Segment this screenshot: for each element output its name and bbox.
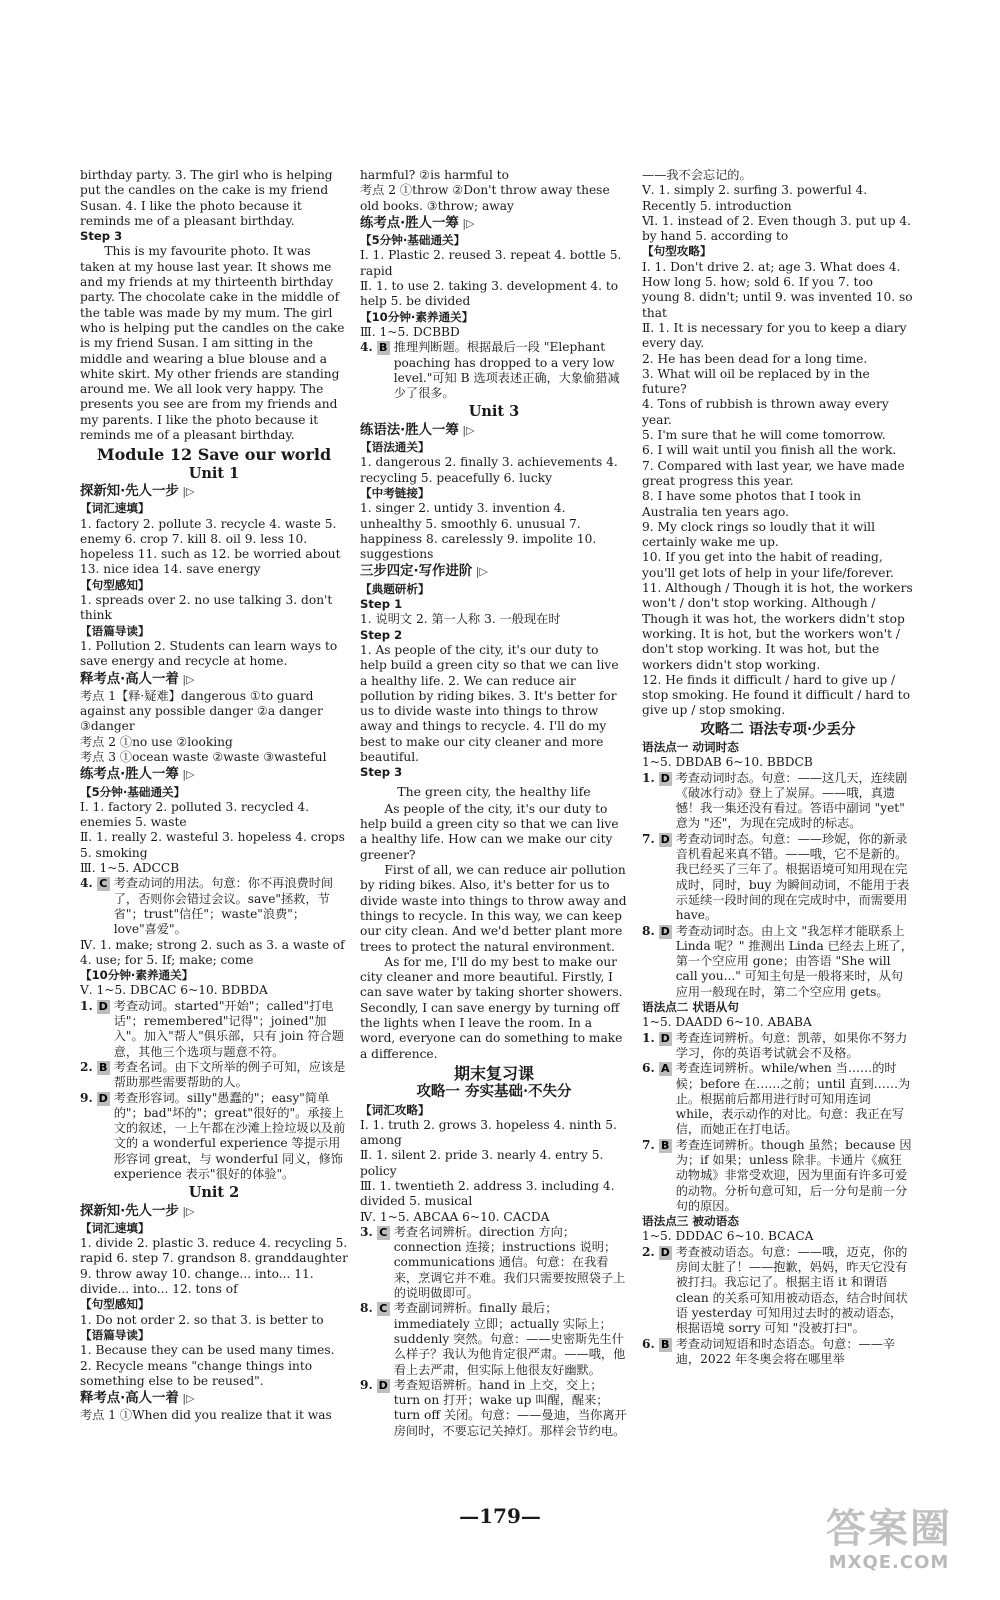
text-line: 4. Tons of rubbish is thrown away every year. xyxy=(642,397,889,427)
text-line: 考点 2 ①throw ②Don't throw away these old books. ③throw; away xyxy=(360,183,610,213)
explanation-text: 考查名词。由下文所举的例子可知，应该是帮助那些需要帮助的人。 xyxy=(113,1059,346,1090)
section-label: Step 3 xyxy=(80,229,123,244)
section-label: Step 3 xyxy=(360,765,403,780)
text-line: 考点 1 ①When did you realize that it was xyxy=(80,1408,332,1423)
section-label: 语法点三 被动语态 xyxy=(642,1214,739,1229)
section-heading: 三步四定·写作进阶 |▷ xyxy=(360,564,628,579)
question-number: 1. xyxy=(642,1030,655,1045)
text-line: 1~5. DDDAC 6~10. BCACA xyxy=(642,1229,814,1244)
text-line: 1. Do not order 2. so that 3. is better to xyxy=(80,1312,324,1327)
answer-explanation xyxy=(80,999,348,1060)
text-line: 2. He has been dead for a long time. xyxy=(642,351,868,366)
section-label: 【句型感知】 xyxy=(80,1297,150,1312)
answer-key-badge: D xyxy=(378,1378,388,1392)
text-line: 考点 2 ①no use ②looking xyxy=(80,734,233,749)
answer-explanation xyxy=(642,1245,914,1337)
answer-explanation xyxy=(360,1225,628,1301)
text-line: 10. If you get into the habit of reading, you'll get lots of help in your life/forever. xyxy=(642,550,894,580)
text-line: Ⅴ. 1~5. DBCAC 6~10. BDBDA xyxy=(80,983,268,998)
section-label: 【5分钟·基础通关】 xyxy=(80,784,186,799)
text-line: harmful? ②is harmful to xyxy=(360,168,509,182)
explanation-text: 考查动词。started"开始"；called"打电话"；remembered"记得"；joined"加入"。加入"帮人"俱乐部，只有 join 符合题意，其他三个选项与题意不符。 xyxy=(113,998,344,1059)
text-line: Ⅰ. 1. factory 2. polluted 3. recycled 4. enemies 5. waste xyxy=(80,799,310,830)
section-label: 【词汇攻略】 xyxy=(360,1102,430,1117)
text-line: 6. I will wait until you finish all the work. xyxy=(642,443,897,458)
explanation-text: 考查形容词。silly"愚蠢的"；easy"简单的"；bad"坏的"；great"很好的"。承接上文的叙述，一上午都在沙滩上捡垃圾以及前文的 a wonderful experience 等提示用形容词 great，与 wonderful 同义，修饰 experience 表示"很好的体验"。 xyxy=(113,1090,346,1181)
text-line: 11. Although / Though it is hot, the workers won't / don't stop working. Although / Though it was hot, the workers didn't stop working. It is hot, but the workers won't / don't stop working. It was hot, but the workers didn't stop working. xyxy=(642,581,913,672)
answer-key-badge: D xyxy=(660,771,670,785)
section-label: 【5分钟·基础通关】 xyxy=(360,233,466,248)
answer-key-badge: D xyxy=(98,999,108,1013)
text-line: 1~5. DAADD 6~10. ABABA xyxy=(642,1015,812,1030)
question-number: 2. xyxy=(642,1244,655,1259)
text-line: 1. Pollution 2. Students can learn ways to save energy and recycle at home. xyxy=(80,638,338,669)
text-line: 3. What will oil be replaced by in the future? xyxy=(642,366,870,397)
section-label: 【语篇导读】 xyxy=(80,623,150,638)
unit-heading: 攻略一 夯实基础·不失分 xyxy=(416,1083,572,1101)
text-line: 1. factory 2. pollute 3. recycle 4. waste 5. enemy 6. crop 7. kill 8. oil 9. less 10. hopeless 11. such as 12. be worried about 13. nice idea 14. save energy xyxy=(80,516,341,577)
paragraph: This is my favourite photo. It was taken at my house last year. It shows me and my friends at my thirteenth birthday party. The chocolate cake in the middle of the table was made by my mum. The girl who is helping put the candles on the cake is my friend Susan. I am sitting in the middle and wearing a blue blouse and a white skirt. My other friends are standing around me. We all look very happy. The presents you see are from my friends and my parents. I like the photo because it reminds me of a pleasant birthday. xyxy=(80,244,345,443)
explanation-text: 考查连词辨析。句意：凯蒂，如果你不努力学习，你的英语考试就会不及格。 xyxy=(675,1030,908,1060)
text-line: 9. My clock rings so loudly that it will certainly wake me up. xyxy=(642,519,875,550)
section-label: 【10分钟·素养通关】 xyxy=(80,968,194,983)
section-heading: 练考点·胜人一筹 |▷ xyxy=(80,767,348,782)
answer-key-badge: C xyxy=(97,877,110,891)
unit-heading: Unit 3 xyxy=(468,403,520,421)
section-heading: 练语法·胜人一筹 |▷ xyxy=(360,423,628,438)
explanation-text: 推理判断题。根据最后一段 "Elephant poaching has dropped to a very low level."可知 B 选项表述正确，大象偷猎减少了很多。 xyxy=(393,340,620,401)
explanation-text: 考查被动语态。句意：——哦，迈克，你的房间太脏了！——抱歉，妈妈，昨天它没有被打扫。我忘记了。根据主语 it 和谓语 clean 的关系可知用被动语态，结合时间状语 yesterday 可知用过去时的被动语态，根据语境 sorry 可知 "没被打扫"。 xyxy=(675,1244,908,1336)
right-column xyxy=(642,168,914,1458)
explanation-text: 考查动词时态。句意：——这几天，连续剧《破冰行动》登上了炭屏。——哦，真遗憾！我一集还没有看过。答语中副词 "yet" 意为 "还"，为现在完成时的标志。 xyxy=(675,770,908,831)
question-number: 4. xyxy=(80,876,93,891)
section-label: 语法点一 动词时态 xyxy=(642,739,739,754)
answer-explanation xyxy=(80,1060,348,1091)
text-line: Ⅰ. 1. Don't drive 2. at; age 3. What does 4. How long 5. how; sold 6. If you 7. too young 8. didn't; until 9. was invented 10. so that xyxy=(642,259,913,320)
question-number: 9. xyxy=(360,1377,373,1392)
section-label: 【句型攻略】 xyxy=(642,244,712,259)
answer-explanation xyxy=(642,771,914,832)
text-line: 1. dangerous 2. finally 3. achievements 4. recycling 5. peacefully 6. lucky xyxy=(360,455,618,485)
text-line: Ⅲ. 1. twentieth 2. address 3. including 4. divided 5. musical xyxy=(360,1179,615,1209)
answer-explanation xyxy=(642,924,914,1000)
text-line: 5. I'm sure that he will come tomorrow. xyxy=(642,428,886,443)
text-line: 1. singer 2. untidy 3. invention 4. unhealthy 5. smoothly 6. unusual 7. happiness 8. carelessly 9. impolite 10. suggestions xyxy=(360,501,597,562)
question-number: 8. xyxy=(642,923,655,938)
section-label: 语法点二 状语从句 xyxy=(642,1000,739,1015)
question-number: 6. xyxy=(642,1061,655,1076)
text-line: Ⅳ. 1. make; strong 2. such as 3. a waste of 4. use; for 5. If; make; come xyxy=(80,937,345,967)
answer-explanation xyxy=(642,1337,914,1368)
unit-heading: 攻略二 语法专项·少丢分 xyxy=(700,720,856,738)
text-line: Ⅳ. 1~5. ABCAA 6~10. CACDA xyxy=(360,1209,550,1224)
explanation-text: 考查动词短语和时态语态。句意：——辛迪，2022 年冬奥会将在哪里举 xyxy=(675,1336,896,1366)
text-line: Ⅱ. 1. really 2. wasteful 3. hopeless 4. crops 5. smoking xyxy=(80,830,345,860)
section-heading: 探新知·先人一步 |▷ xyxy=(80,1204,348,1219)
text-line: 1. spreads over 2. no use talking 3. don't think xyxy=(80,593,333,623)
explanation-text: 考查动词的用法。句意：你不再浪费时间了，否则你会错过会议。save"拯救，节省"；trust"信任"；waste"浪费"；love"喜爱"。 xyxy=(113,876,334,937)
question-number: 2. xyxy=(80,1059,93,1074)
answer-explanation xyxy=(360,1378,628,1439)
answer-explanation xyxy=(642,1061,914,1137)
text-line: birthday party. 3. The girl who is helping put the candles on the cake is my friend Susan. 4. I like the photo because it reminds me of a pleasant birthday. xyxy=(80,168,333,228)
text-line: Ⅲ. 1~5. DCBBD xyxy=(360,324,460,339)
answer-key-badge: A xyxy=(659,1062,672,1076)
answer-key-badge: B xyxy=(377,341,390,355)
answer-key-badge: D xyxy=(98,1091,108,1105)
explanation-text: 考查连词辨析。though 虽然；because 因为；if 如果；unless 除非。卡通片《疯狂动物城》非常受欢迎，因为里面有许多可爱的动物。分析句意可知，后一分句是前一分句的原因。 xyxy=(675,1137,912,1213)
section-label: 【10分钟·素养通关】 xyxy=(360,309,474,324)
question-number: 3. xyxy=(360,1224,373,1239)
answer-explanation xyxy=(360,1301,628,1377)
answer-key-badge: D xyxy=(660,924,670,938)
section-heading: 释考点·高人一着 |▷ xyxy=(80,672,348,687)
text-line: 1. divide 2. plastic 3. reduce 4. recycling 5. rapid 6. step 7. grandson 8. granddaughter 9. throw away 10. change... into... 11. divide... into... 12. tons of xyxy=(80,1236,348,1297)
watermark-main: 答案圈 xyxy=(826,1506,952,1552)
section-label: 【语法通关】 xyxy=(360,440,430,455)
question-number: 7. xyxy=(642,831,655,846)
question-number: 8. xyxy=(360,1301,373,1316)
text-line: ——我不会忘记的。 xyxy=(642,168,752,182)
question-number: 6. xyxy=(642,1336,655,1351)
answer-explanation xyxy=(360,340,628,401)
left-column xyxy=(80,168,348,1458)
section-label: 【词汇速填】 xyxy=(80,1220,150,1235)
text-line: 考点 3 ①ocean waste ②waste ③wasteful xyxy=(80,749,327,764)
text-line: 1. 说明文 2. 第一人称 3. 一般现在时 xyxy=(360,612,561,627)
section-label: 【词汇速填】 xyxy=(80,501,150,516)
text-line: Ⅱ. 1. to use 2. taking 3. development 4. to help 5. be divided xyxy=(360,279,619,309)
answer-explanation xyxy=(642,1138,914,1214)
question-number: 4. xyxy=(360,340,373,355)
explanation-text: 考查连词辨析。while/when 当……的时候；before 在……之前；until 直到……为止。根据前后都用进行时可知用连词 while，表示动作的对比。句意：我正在写信，而她正在打电话。 xyxy=(675,1061,911,1137)
unit-heading: Unit 2 xyxy=(188,1184,240,1202)
paragraph: First of all, we can reduce air pollution by riding bikes. Also, it's better for us to divide waste into things to throw away and things to recycle. In this way, we can keep our city clean. And we'd better plant more trees to protect the natural environment. xyxy=(360,863,627,954)
text-line: Ⅰ. 1. truth 2. grows 3. hopeless 4. ninth 5. among xyxy=(360,1117,617,1148)
answer-explanation xyxy=(642,832,914,924)
section-label: 【典题研析】 xyxy=(360,581,430,596)
section-heading: 练考点·胜人一筹 |▷ xyxy=(360,216,628,231)
answer-explanation xyxy=(80,1091,348,1183)
question-number: 7. xyxy=(642,1137,655,1152)
paragraph: As for me, I'll do my best to make our city cleaner and more beautiful. Firstly, I can save water by taking shorter showers. Secondly, I can save energy by turning off the lights when I leave the room. In a word, everyone can do something to make a difference. xyxy=(360,954,623,1061)
explanation-text: 考查短语辨析。hand in 上交，交上；turn on 打开；wake up 叫醒，醒来；turn off 关闭。句意：——曼迪，当你离开房间时，不要忘记关掉灯。那样会节约电。 xyxy=(393,1377,627,1438)
answer-explanation xyxy=(642,1031,914,1062)
answer-key-badge: D xyxy=(660,832,670,846)
answer-key-badge: D xyxy=(660,1031,670,1045)
text-line: Ⅴ. 1. simply 2. surfing 3. powerful 4. Recently 5. introduction xyxy=(642,183,868,213)
text-line: 8. I have some photos that I took in Australia ten years ago. xyxy=(642,489,861,519)
section-heading: 探新知·先人一步 |▷ xyxy=(80,484,348,499)
text-line: 7. Compared with last year, we have made great progress this year. xyxy=(642,458,905,488)
question-number: 9. xyxy=(80,1090,93,1105)
explanation-text: 考查动词时态。句意：——珍妮，你的新录音机看起来真不错。——哦，它不是新的。我已经买了三年了。根据语境可知用现在完成时，同时，buy 为瞬间动词，不能用于表示延续一段时间的现在完成时中，而需要用 have。 xyxy=(675,831,910,923)
watermark-sub: MXQE.COM xyxy=(828,1552,950,1573)
text-line: Ⅰ. 1. Plastic 2. reused 3. repeat 4. bottle 5. rapid xyxy=(360,248,622,278)
section-label: 【中考链接】 xyxy=(360,485,430,500)
explanation-text: 考查名词辨析。direction 方向；connection 连接；instructions 说明；communications 通信。句意：在我看来，烹调它并不难。我们只需要按照袋子上的说明做即可。 xyxy=(393,1224,626,1301)
title-heading: 期末复习课 xyxy=(453,1063,534,1083)
middle-column xyxy=(360,168,628,1458)
answer-key-badge: D xyxy=(660,1245,670,1259)
answer-key-badge: B xyxy=(659,1139,672,1153)
text-line: Ⅲ. 1~5. ADCCB xyxy=(80,861,180,876)
section-label: 【语篇导读】 xyxy=(80,1327,150,1342)
unit-heading: Unit 1 xyxy=(188,464,240,482)
answer-key-badge: B xyxy=(97,1061,110,1075)
page-number: —179— xyxy=(459,1504,541,1528)
text-line: 1~5. DBDAB 6~10. BBDCB xyxy=(642,755,813,770)
answer-explanation xyxy=(80,876,348,937)
answer-key-badge: B xyxy=(659,1338,672,1352)
title-heading: Module 12 Save our world xyxy=(96,445,332,465)
text-line: 考点 1【释·疑难】dangerous ①to guard against any possible danger ②a danger ③danger xyxy=(80,688,323,734)
section-label: Step 2 xyxy=(360,627,403,642)
text-line: Ⅱ. 1. It is necessary for you to keep a diary every day. xyxy=(642,320,907,351)
section-label: 【句型感知】 xyxy=(80,577,150,592)
explanation-text: 考查动词时态。由上文 "我怎样才能联系上 Linda 呢？" 推测出 Linda 已经去上班了，第一个空应用 gone；由答语 "She will call you..." 可知主句是一般将来时，从句应用一般现在时，第二个空应用 gets。 xyxy=(675,923,913,999)
watermark-logo xyxy=(804,1506,974,1586)
answer-key-badge: C xyxy=(377,1226,390,1240)
question-number: 1. xyxy=(642,770,655,785)
explanation-text: 考查副词辨析。finally 最后；immediately 立即；actually 实际上；suddenly 突然。句意：——史密斯先生什么样子？我认为他肯定很严肃。——哦，他看上去严肃，但实际上他很友好幽默。 xyxy=(393,1301,626,1377)
paragraph: As people of the city, it's our duty to help build a green city so that we can live a healthy life. How can we make our city greener? xyxy=(360,801,619,862)
essay-title: The green city, the healthy life xyxy=(397,783,591,799)
text-line: 12. He finds it difficult / hard to give up / stop smoking. He found it difficult / hard to give up / stop smoking. xyxy=(642,672,911,718)
text-line: Ⅵ. 1. instead of 2. Even though 3. put up 4. by hand 5. according to xyxy=(642,213,912,244)
text-line: 1. Because they can be used many times. xyxy=(80,1343,335,1358)
question-number: 1. xyxy=(80,998,93,1013)
text-line: 1. As people of the city, it's our duty to help build a green city so that we can live a healthy life. 2. We can reduce air pollution by riding bikes. 3. It's better for us to divide waste into things to throw away and things to recycle. 4. I'll do my best to make our city cleaner and more beautiful. xyxy=(360,642,619,764)
section-label: Step 1 xyxy=(360,597,403,612)
answer-key-badge: C xyxy=(377,1302,390,1316)
text-line: 2. Recycle means "change things into something else to be reused". xyxy=(80,1358,313,1388)
section-heading: 释考点·高人一着 |▷ xyxy=(80,1391,348,1406)
text-line: Ⅱ. 1. silent 2. pride 3. nearly 4. entry 5. policy xyxy=(360,1148,604,1178)
